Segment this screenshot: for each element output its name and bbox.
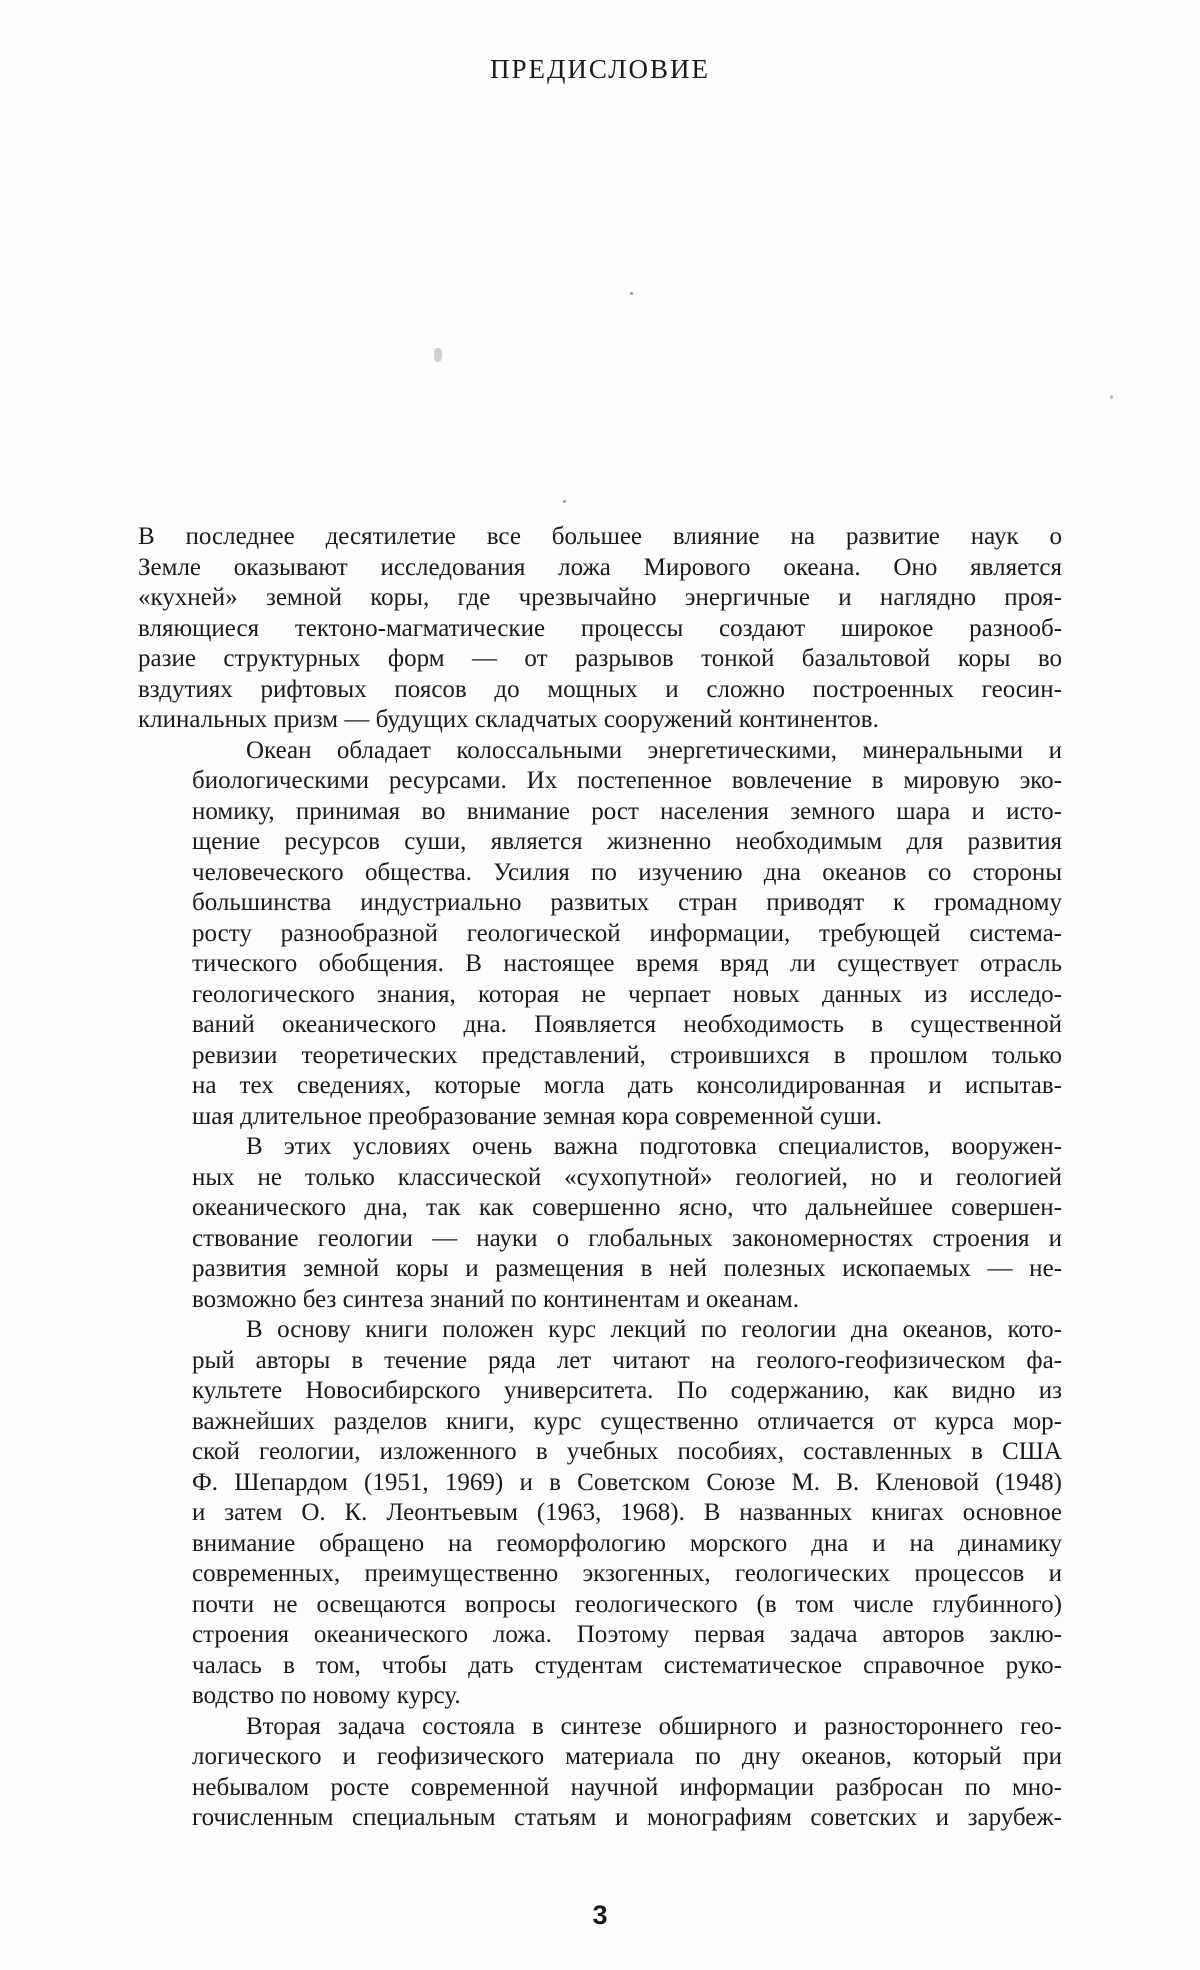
text-line: ской геологии, изложенного в учебных пособиях, составленных в США	[192, 1438, 1062, 1465]
text-line: номику, принимая во внимание рост населения земного шара и исто-	[192, 797, 1062, 825]
scan-speck	[434, 348, 442, 362]
text-line: клинальных призм — будущих складчатых сооружений континентов.	[138, 706, 879, 733]
text-line: шая длительное преобразование земная кора современной суши.	[192, 1102, 882, 1130]
text-line: Вторая задача состояла в синтезе обширного и разностороннего гео-	[246, 1712, 1062, 1740]
text-line: современных, преимущественно экзогенных, геологических процессов и	[192, 1560, 1062, 1587]
text-line: росту разнообразной геологической информации, требующей система-	[192, 919, 1062, 947]
text-line: геологического знания, которая не черпает новых данных из исследо-	[192, 980, 1062, 1008]
scan-speck	[1110, 395, 1113, 399]
body-text	[138, 522, 1062, 1834]
text-line: В последнее десятилетие все большее влияние на развитие наук о	[138, 523, 1062, 550]
text-line: ных не только классической «сухопутной» геологией, но и геологией	[192, 1163, 1062, 1191]
text-line: почти не освещаются вопросы геологического (в том числе глубинного)	[192, 1590, 1062, 1618]
text-line: ствование геологии — науки о глобальных закономерностях строения и	[192, 1224, 1062, 1252]
paragraph	[138, 1315, 1062, 1712]
text-line: рый авторы в течение ряда лет читают на геолого-геофизическом фа-	[192, 1346, 1062, 1374]
text-line: водство по новому курсу.	[192, 1682, 461, 1709]
text-line: человеческого общества. Усилия по изучению дна океанов со стороны	[192, 858, 1062, 886]
text-line: океанического дна, так как совершенно ясно, что дальнейшее совершен-	[192, 1194, 1062, 1221]
page-title: ПРЕДИСЛОВИЕ	[489, 54, 711, 84]
text-line: ваний океанического дна. Появляется необходимость в существенной	[192, 1011, 1062, 1038]
paragraph	[138, 1712, 1062, 1834]
text-line: строения океанического ложа. Поэтому первая задача авторов заклю-	[192, 1621, 1062, 1648]
text-line: В основу книги положен курс лекций по геологии дна океанов, кото-	[246, 1316, 1062, 1343]
text-line: вляющиеся тектоно-магматические процессы создают широкое разнооб-	[138, 614, 1062, 642]
text-line: тического обобщения. В настоящее время вряд ли существует отрасль	[192, 950, 1062, 977]
scan-speck	[563, 500, 566, 503]
text-line: большинства индустриально развитых стран приводят к громадному	[192, 889, 1062, 916]
text-line: Океан обладает колоссальными энергетическими, минеральными и	[246, 736, 1062, 764]
page-number: 3	[592, 1900, 608, 1930]
text-line: разие структурных форм — от разрывов тонкой базальтовой коры во	[138, 645, 1062, 672]
text-line: на тех сведениях, которые могла дать консолидированная и испытав-	[192, 1072, 1062, 1099]
text-line: важнейших разделов книги, курс существенно отличается от курса мор-	[192, 1407, 1062, 1435]
text-line: чалась в том, чтобы дать студентам систематическое справочное руко-	[192, 1651, 1062, 1679]
text-line: возможно без синтеза знаний по континентам и океанам.	[192, 1285, 799, 1313]
text-line: Земле оказывают исследования ложа Мирового океана. Оно является	[138, 553, 1062, 581]
text-line: ревизии теоретических представлений, строившихся в прошлом только	[192, 1041, 1062, 1069]
text-line: Ф. Шепардом (1951, 1969) и в Советском Союзе М. В. Кленовой (1948)	[192, 1468, 1062, 1496]
text-line: гочисленным специальным статьям и монографиям советских и зарубеж-	[192, 1804, 1062, 1831]
text-line: развития земной коры и размещения в ней полезных ископаемых — не-	[192, 1255, 1062, 1282]
text-line: В этих условиях очень важна подготовка специалистов, вооружен-	[246, 1133, 1062, 1160]
text-line: внимание обращено на геоморфологию морского дна и на динамику	[192, 1529, 1062, 1557]
paragraph	[138, 522, 1062, 736]
text-line: культете Новосибирского университета. По содержанию, как видно из	[192, 1377, 1062, 1404]
scan-speck	[630, 292, 633, 295]
text-line: биологическими ресурсами. Их постепенное вовлечение в мировую эко-	[192, 767, 1062, 794]
text-line: «кухней» земной коры, где чрезвычайно энергичные и наглядно проя-	[138, 584, 1062, 611]
paragraph	[138, 1132, 1062, 1315]
text-line: логического и геофизического материала по дну океанов, который при	[192, 1743, 1062, 1770]
text-line: и затем О. К. Леонтьевым (1963, 1968). В названных книгах основное	[192, 1499, 1062, 1526]
text-line: вздутиях рифтовых поясов до мощных и сложно построенных геосин-	[138, 675, 1062, 703]
text-line: щение ресурсов суши, является жизненно необходимым для развития	[192, 828, 1062, 855]
text-line: небывалом росте современной научной информации разбросан по мно-	[192, 1773, 1062, 1801]
paragraph	[138, 736, 1062, 1133]
